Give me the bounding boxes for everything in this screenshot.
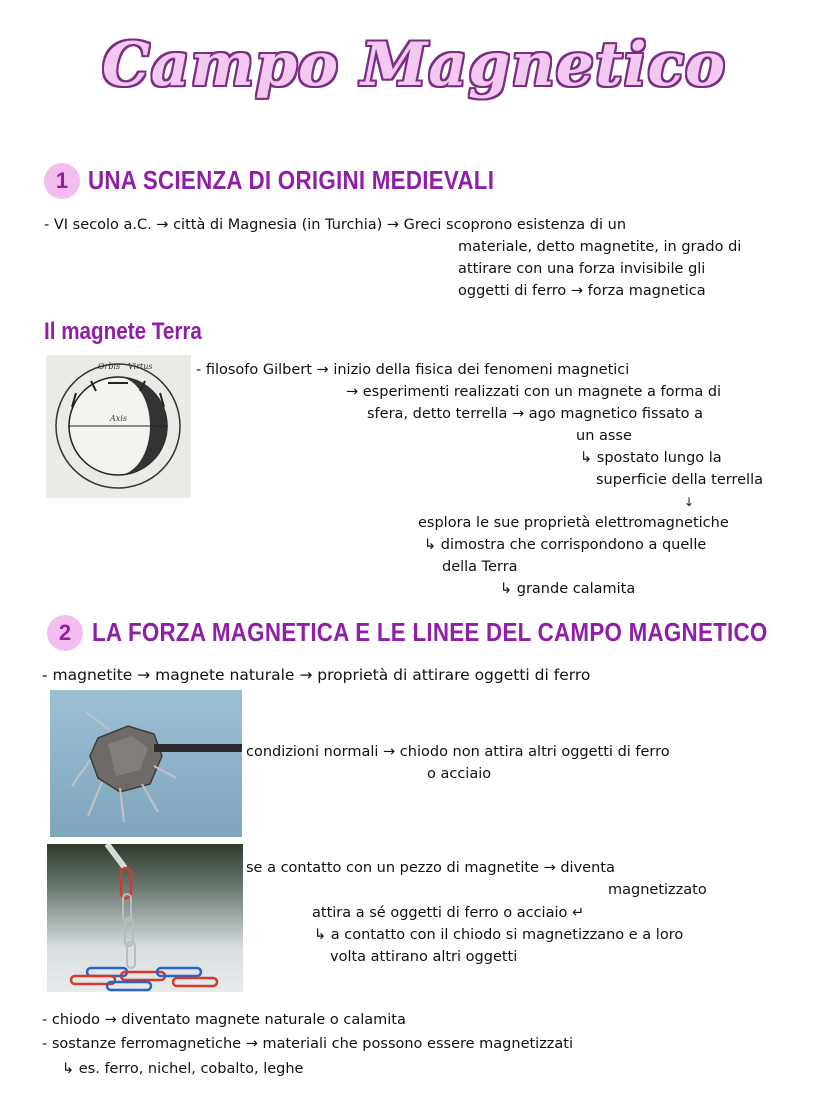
section-heading-1: UNA SCIENZA DI ORIGINI MEDIEVALI bbox=[88, 165, 495, 195]
photo2-line: se a contatto con un pezzo di magnetite → diventa bbox=[246, 860, 615, 876]
magnetite-drawing bbox=[50, 690, 242, 837]
terrella-drawing bbox=[46, 355, 191, 498]
section1-line: attirare con una forza invisibile gli bbox=[458, 261, 706, 277]
photo1-line: o acciaio bbox=[427, 766, 492, 782]
section1-line: materiale, detto magnetite, in grado di bbox=[458, 239, 742, 255]
gilbert-line: della Terra bbox=[442, 559, 518, 575]
section-number-1: 1 bbox=[44, 163, 80, 199]
down-arrow: ↓ bbox=[684, 495, 695, 509]
section-number-2: 2 bbox=[47, 615, 83, 651]
closing-line: - chiodo → diventato magnete naturale o calamita bbox=[42, 1012, 406, 1028]
gilbert-line: ↳ grande calamita bbox=[500, 581, 636, 597]
gilbert-line: superficie della terrella bbox=[596, 472, 763, 488]
gilbert-line: sfera, detto terrella → ago magnetico fissato a bbox=[367, 406, 704, 422]
terrella-illustration bbox=[46, 355, 191, 498]
paperclips-photo bbox=[47, 844, 243, 992]
closing-line: - sostanze ferromagnetiche → materiali che possono essere magnetizzati bbox=[42, 1036, 574, 1052]
gilbert-line: un asse bbox=[576, 428, 632, 444]
paperclips-drawing bbox=[47, 844, 243, 992]
photo2-line: magnetizzato bbox=[608, 882, 707, 898]
magnetite-line: - magnetite → magnete naturale → proprietà di attirare oggetti di ferro bbox=[42, 666, 591, 684]
subsection-heading: Il magnete Terra bbox=[44, 318, 202, 345]
closing-line: ↳ es. ferro, nichel, cobalto, leghe bbox=[62, 1061, 304, 1077]
photo2-line: volta attirano altri oggetti bbox=[330, 949, 518, 965]
magnetite-photo bbox=[50, 690, 242, 837]
gilbert-line: esplora le sue proprietà elettromagnetiche bbox=[418, 515, 729, 531]
diagram-label-orbis: Orbis bbox=[98, 362, 121, 371]
diagram-label-axis: Axis bbox=[110, 414, 127, 423]
gilbert-line: → esperimenti realizzati con un magnete a forma di bbox=[346, 384, 722, 400]
section1-line: oggetti di ferro → forza magnetica bbox=[458, 283, 706, 299]
photo2-line: attira a sé oggetti di ferro o acciaio ↵ bbox=[312, 905, 585, 921]
diagram-label-virtus: Virtus bbox=[128, 362, 153, 371]
gilbert-line: - filosofo Gilbert → inizio della fisica dei fenomeni magnetici bbox=[196, 362, 630, 378]
photo2-line: ↳ a contatto con il chiodo si magnetizzano e a loro bbox=[314, 927, 684, 943]
section-heading-2: LA FORZA MAGNETICA E LE LINEE DEL CAMPO MAGNETICO bbox=[92, 617, 768, 647]
section1-line: - VI secolo a.C. → città di Magnesia (in Turchia) → Greci scoprono esistenza di un bbox=[44, 217, 627, 233]
gilbert-line: ↳ spostato lungo la bbox=[580, 450, 722, 466]
page-title: Campo Magnetico bbox=[101, 30, 727, 100]
photo1-line: condizioni normali → chiodo non attira altri oggetti di ferro bbox=[246, 744, 670, 760]
gilbert-line: ↳ dimostra che corrispondono a quelle bbox=[424, 537, 707, 553]
